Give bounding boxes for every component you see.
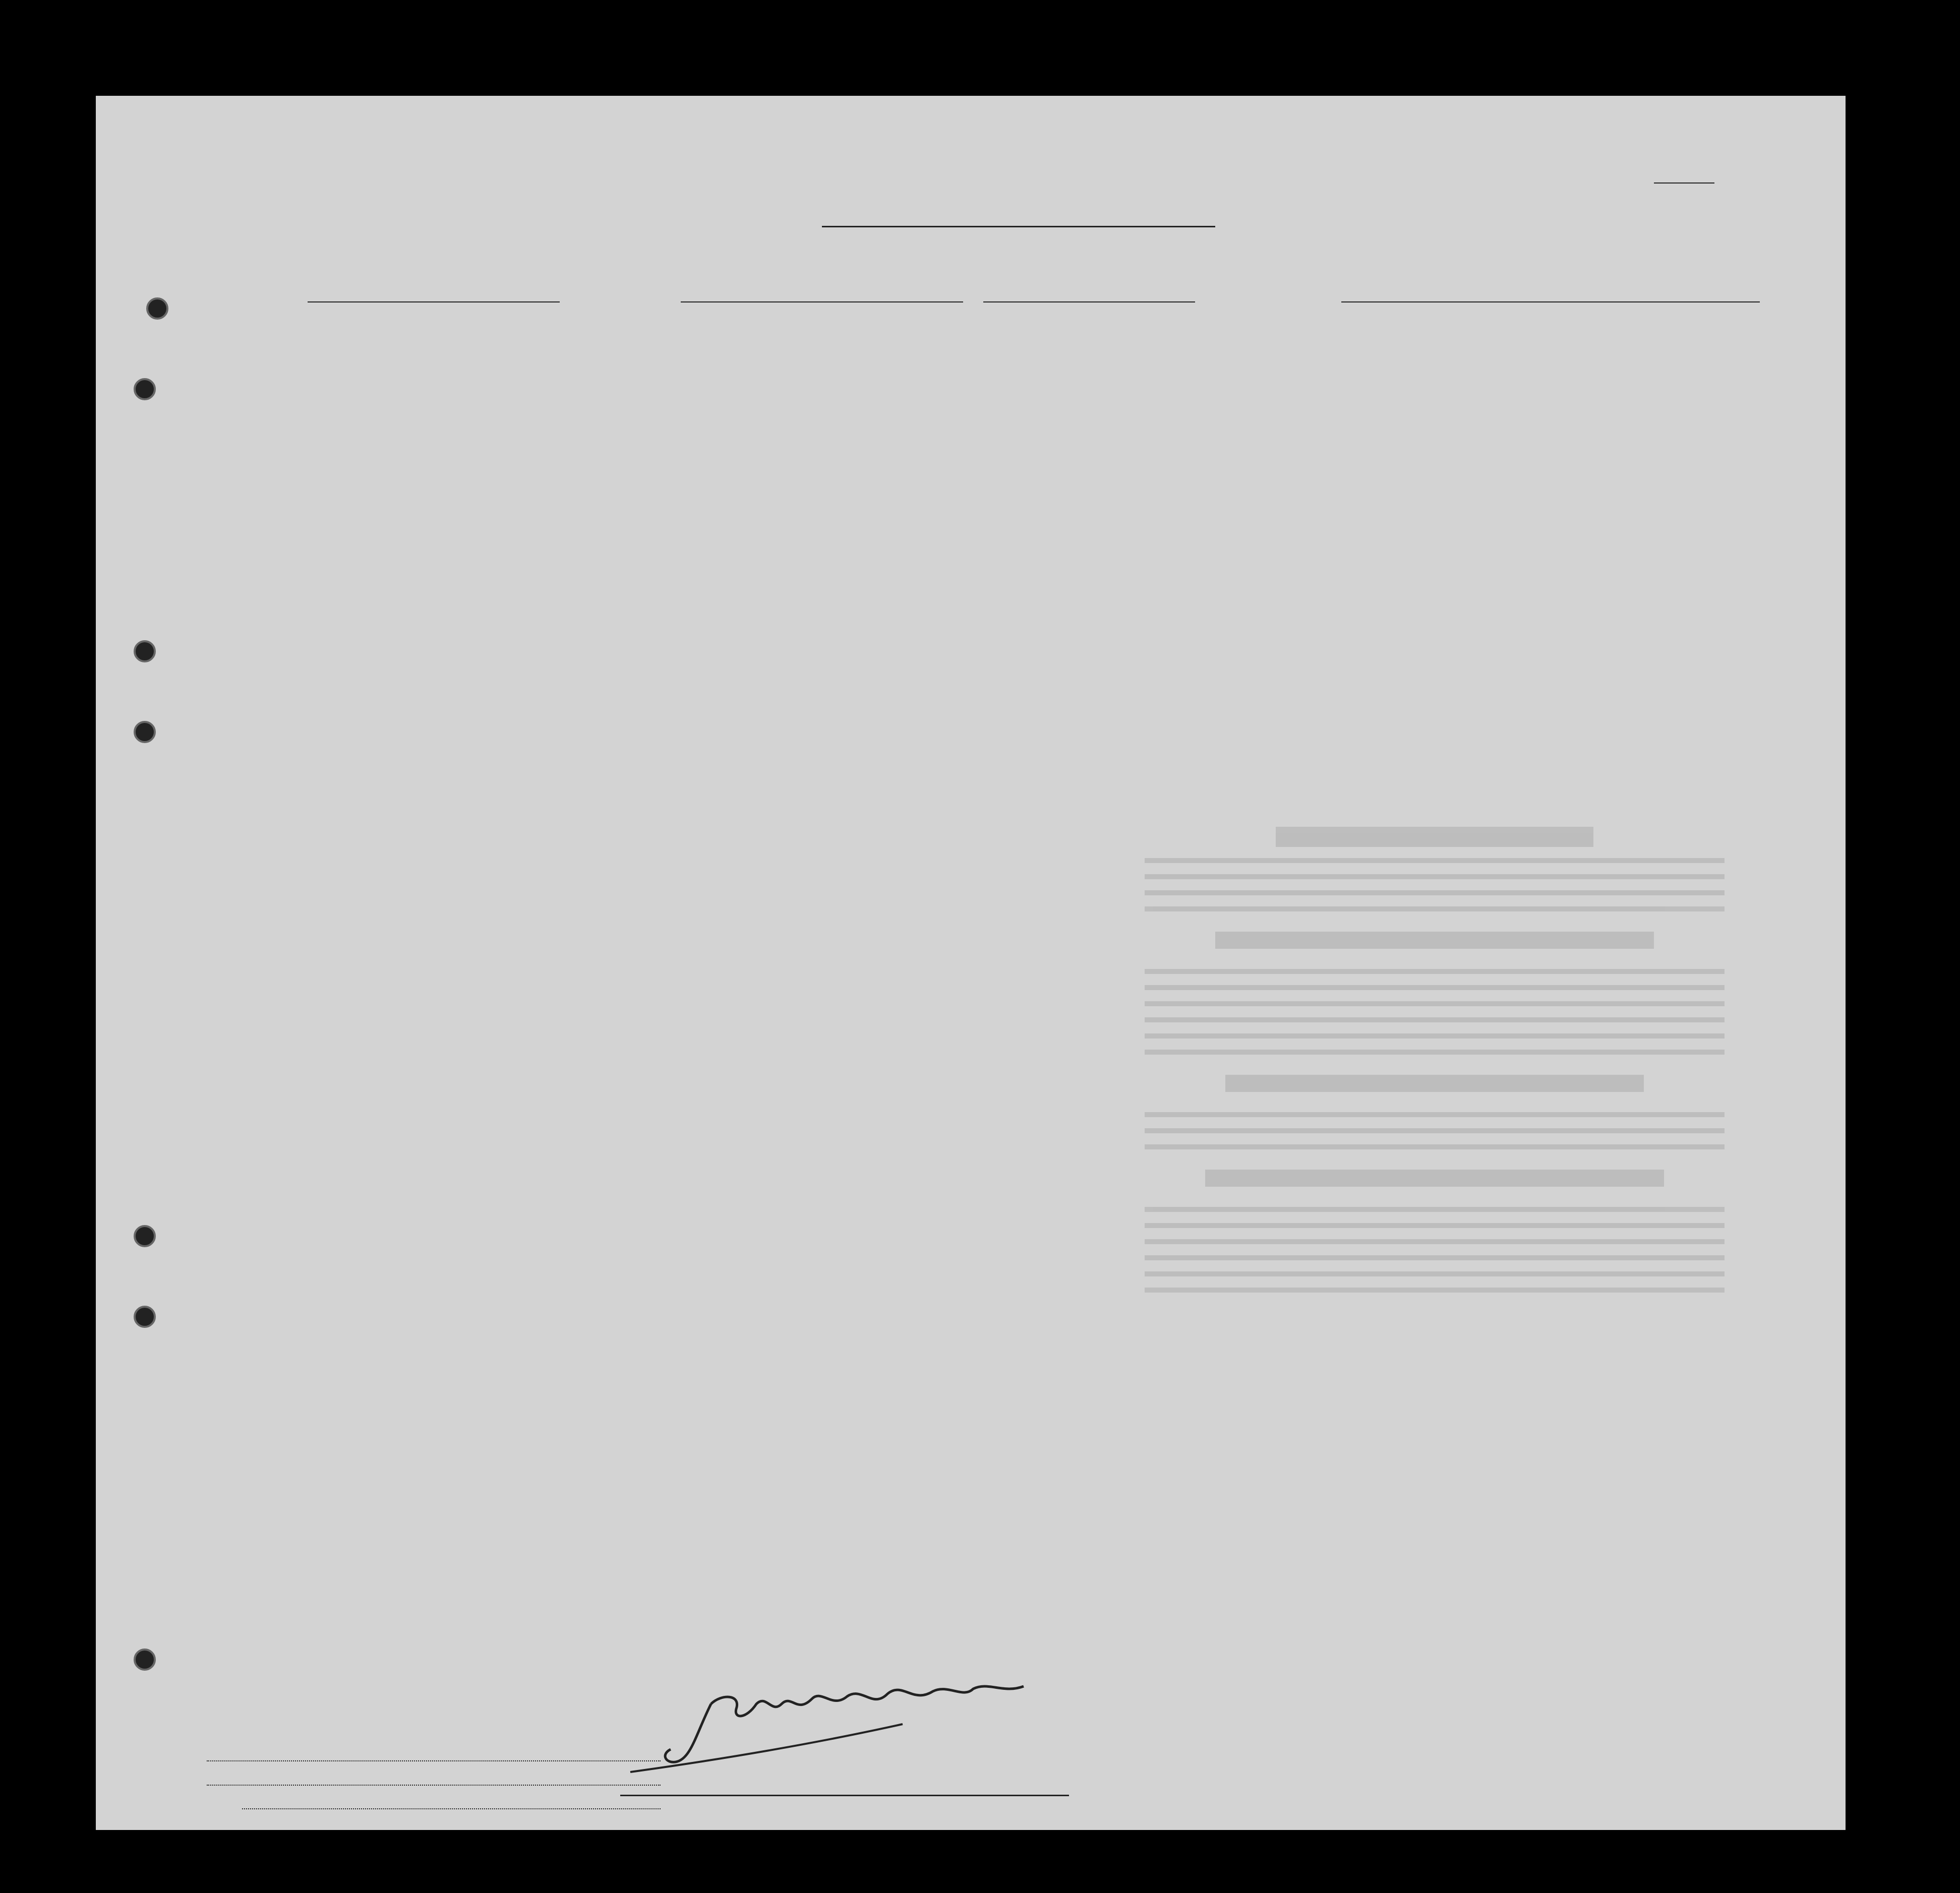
sheet-number <box>1654 182 1714 184</box>
manifest-sheet <box>96 96 1846 1830</box>
punch-hole <box>134 1306 156 1328</box>
arriving-port <box>681 301 963 302</box>
punch-hole <box>134 721 156 743</box>
bleed-through-notice <box>1145 822 1725 1679</box>
title-underline <box>822 226 1215 227</box>
line-underline <box>207 1759 661 1761</box>
inspector-signature <box>620 1674 1074 1780</box>
arrival-date <box>983 301 1195 302</box>
punch-hole <box>134 1225 156 1247</box>
sheet-number-label <box>1654 171 1714 188</box>
agents-underline <box>242 1807 661 1809</box>
punch-hole <box>134 1648 156 1671</box>
inspector-underline <box>620 1795 1069 1796</box>
from-port <box>1341 301 1760 302</box>
vessel-name <box>308 301 560 302</box>
punch-hole <box>134 378 156 400</box>
punch-hole <box>134 640 156 662</box>
owners-underline <box>207 1784 661 1786</box>
punch-hole <box>146 297 168 320</box>
